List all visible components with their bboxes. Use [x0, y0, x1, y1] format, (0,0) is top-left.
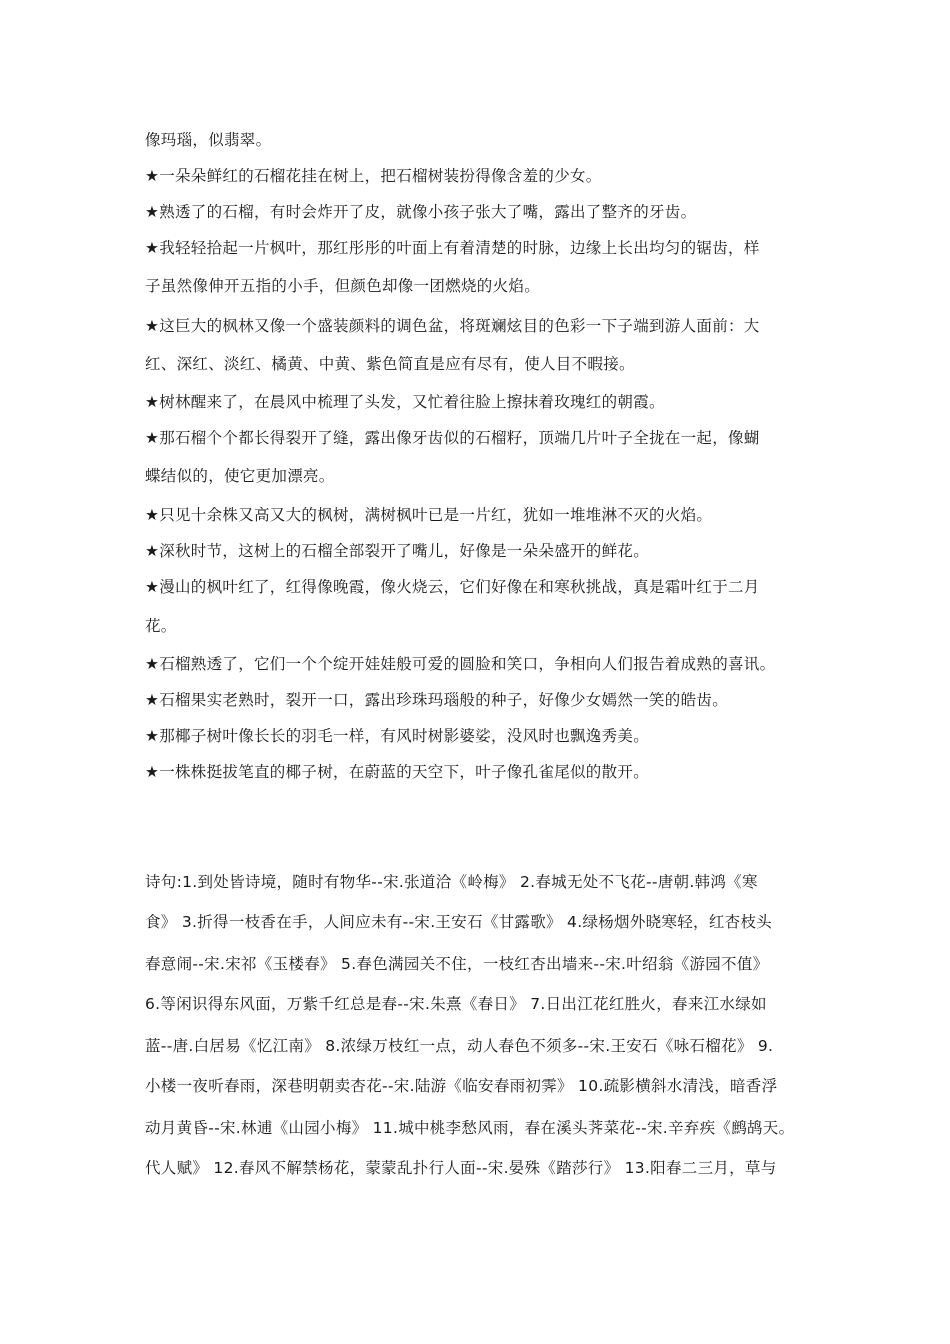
poem-line: 代人赋》 12.春风不解禁杨花，蒙蒙乱扑行人面--宋.晏殊《踏莎行》 13.阳春二三月，草与	[145, 1159, 777, 1177]
poem-line: 小楼一夜听春雨，深巷明朝卖杏花--宋.陆游《临安春雨初霁》 10.疏影横斜水清浅，暗香浮	[145, 1077, 778, 1095]
text-line: ★那石榴个个都长得裂开了缝，露出像牙齿似的石榴籽，顶端几片叶子全拢在一起，像蝴	[145, 429, 760, 447]
text-line: ★只见十余株又高又大的枫树，满树枫叶已是一片红，犹如一堆堆淋不灭的火焰。	[145, 506, 713, 524]
text-line: ★我轻轻拾起一片枫叶，那红彤彤的叶面上有着清楚的时脉，边缘上长出均匀的锯齿，样	[145, 239, 760, 257]
text-line: 像玛瑙，似翡翠。	[145, 131, 272, 149]
text-line: ★石榴果实老熟时，裂开一口，露出珍珠玛瑙般的种子，好像少女嫣然一笑的皓齿。	[145, 691, 728, 709]
document-page	[145, 0, 817, 1344]
text-line: ★树林醒来了，在晨风中梳理了头发，又忙着往脸上擦抹着玫瑰红的朝霞。	[145, 393, 665, 411]
text-line: 子虽然像伸开五指的小手，但颜色却像一团燃烧的火焰。	[145, 277, 541, 295]
text-line: ★深秋时节，这树上的石榴全部裂开了嘴儿，好像是一朵朵盛开的鲜花。	[145, 542, 649, 560]
poem-line: 蓝--唐.白居易《忆江南》 8.浓绿万枝红一点，动人春色不须多--宋.王安石《咏石榴花》 9.	[145, 1037, 774, 1055]
text-line: 红、深红、淡红、橘黄、中黄、紫色简直是应有尽有，使人目不暇接。	[145, 355, 635, 373]
text-line: 蝶结似的，使它更加漂亮。	[145, 467, 335, 485]
text-line: ★那椰子树叶像长长的羽毛一样，有风时树影婆娑，没风时也飘逸秀美。	[145, 727, 649, 745]
poem-line: 诗句:1.到处皆诗境，随时有物华--宋.张道洽《岭梅》 2.春城无处不飞花--唐朝.韩鸿《寒	[145, 873, 758, 891]
poem-line: 食》 3.折得一枝香在手，人间应未有--宋.王安石《甘露歌》 4.绿杨烟外晓寒轻，红杏枝头	[145, 913, 773, 931]
text-line: ★一株株挺拔笔直的椰子树，在蔚蓝的天空下，叶子像孔雀尾似的散开。	[145, 763, 649, 781]
text-line: ★这巨大的枫林又像一个盛装颜料的调色盆，将斑斓炫目的色彩一下子端到游人面前：大	[145, 317, 760, 335]
text-line: 花。	[145, 617, 177, 635]
text-line: ★一朵朵鲜红的石榴花挂在树上，把石榴树装扮得像含羞的少女。	[145, 167, 602, 185]
text-line: ★熟透了的石榴，有时会炸开了皮，就像小孩子张大了嘴，露出了整齐的牙齿。	[145, 203, 697, 221]
poem-line: 6.等闲识得东风面，万紫千红总是春--宋.朱熹《春日》 7.日出江花红胜火，春来江水绿如	[145, 995, 767, 1013]
text-line: ★石榴熟透了，它们一个个绽开娃娃般可爱的圆脸和笑口，争相向人们报告着成熟的喜讯。	[145, 655, 776, 673]
poem-line: 动月黄昏--宋.林逋《山园小梅》 11.城中桃李愁风雨，春在溪头荠菜花--宋.辛弃疾《鹧鸪天。	[145, 1119, 795, 1137]
poem-line: 春意闹--宋.宋祁《玉楼春》 5.春色满园关不住，一枝红杏出墙来--宋.叶绍翁《游园不值》	[145, 955, 769, 973]
text-line: ★漫山的枫叶红了，红得像晚霞，像火烧云，它们好像在和寒秋挑战，真是霜叶红于二月	[145, 578, 760, 596]
